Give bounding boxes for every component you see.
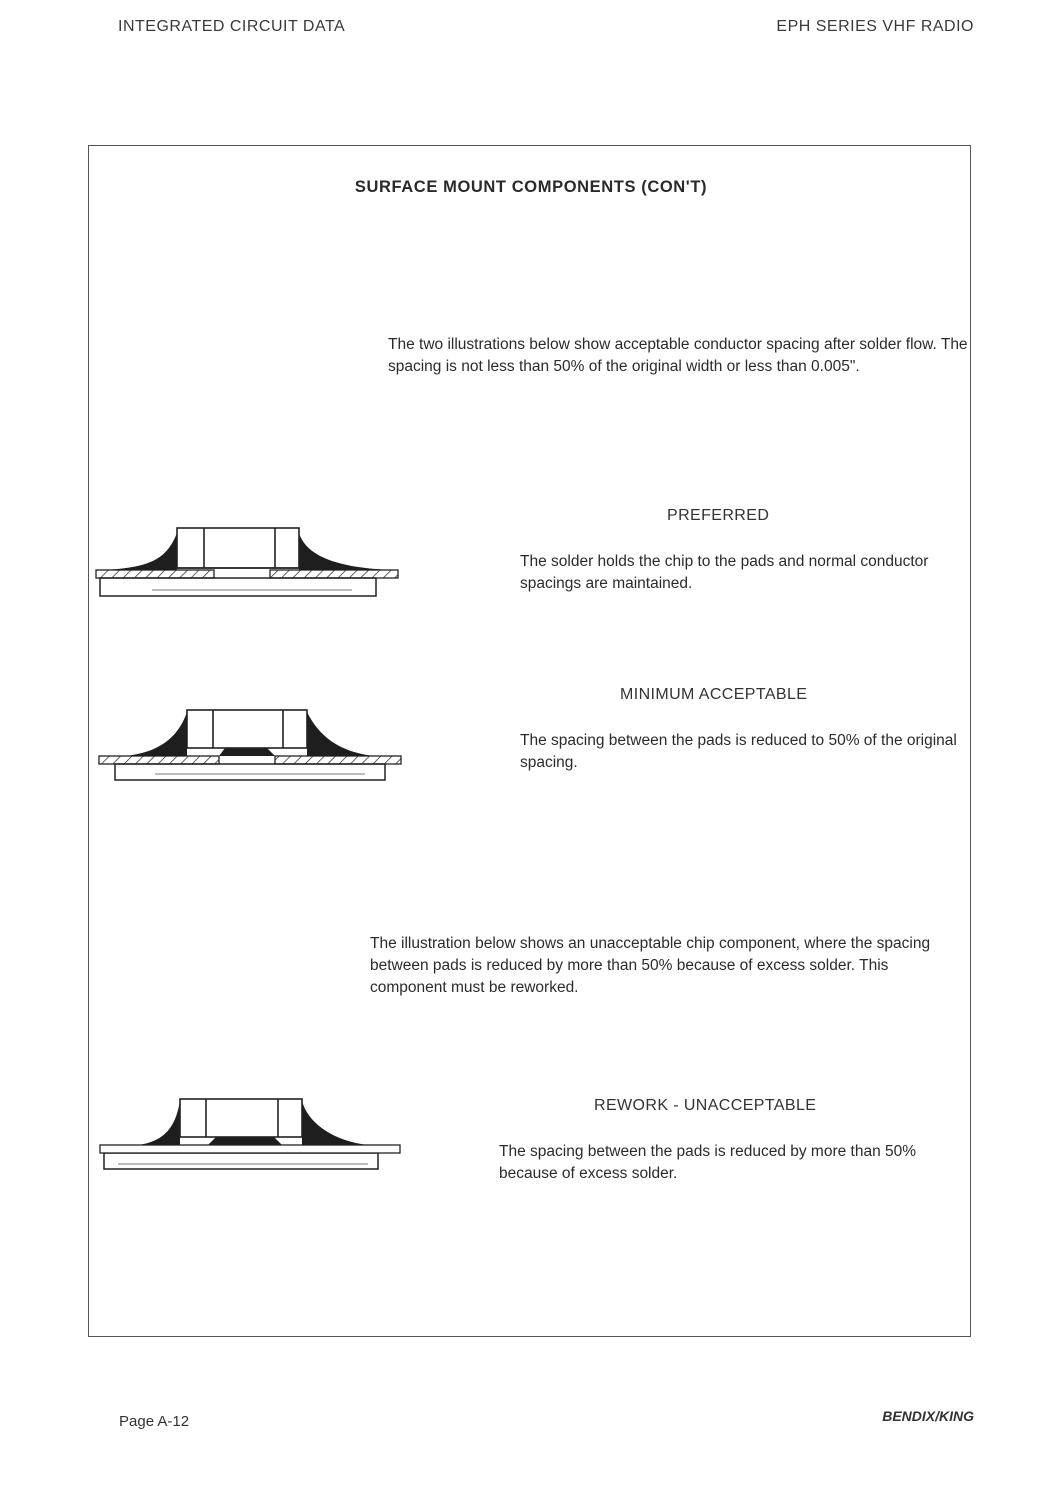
minimum-acceptable-illustration — [95, 702, 405, 792]
section-title-rework-unacceptable: REWORK - UNACCEPTABLE — [594, 1097, 817, 1114]
section-title-minimum-acceptable: MINIMUM ACCEPTABLE — [620, 686, 808, 703]
section-desc-preferred: The solder holds the chip to the pads and normal conductor spacings are maintained. — [520, 553, 929, 592]
brand-name: BENDIX/KING — [882, 1408, 974, 1424]
rework-intro-paragraph: The illustration below shows an unacceptable chip component, where the spacing between pads is reduced by more than 50% because of excess solder. This component must be reworked. — [370, 935, 931, 996]
section-desc-minimum-acceptable: The spacing between the pads is reduced to 50% of the original spacing. — [520, 732, 957, 771]
section-title-preferred: PREFERRED — [667, 507, 770, 524]
header-left: INTEGRATED CIRCUIT DATA — [118, 18, 346, 35]
rework-unacceptable-illustration — [98, 1093, 408, 1183]
page-title: SURFACE MOUNT COMPONENTS (CON'T) — [354, 178, 708, 196]
page-number: Page A-12 — [119, 1413, 190, 1430]
intro-paragraph: The two illustrations below show acceptable conductor spacing after solder flow. The spacing is not less than 50% of the original width or less than 0.005". — [388, 336, 968, 375]
preferred-illustration — [92, 518, 402, 608]
header-right: EPH SERIES VHF RADIO — [776, 18, 974, 35]
section-desc-rework-unacceptable: The spacing between the pads is reduced by more than 50% because of excess solder. — [499, 1143, 917, 1182]
